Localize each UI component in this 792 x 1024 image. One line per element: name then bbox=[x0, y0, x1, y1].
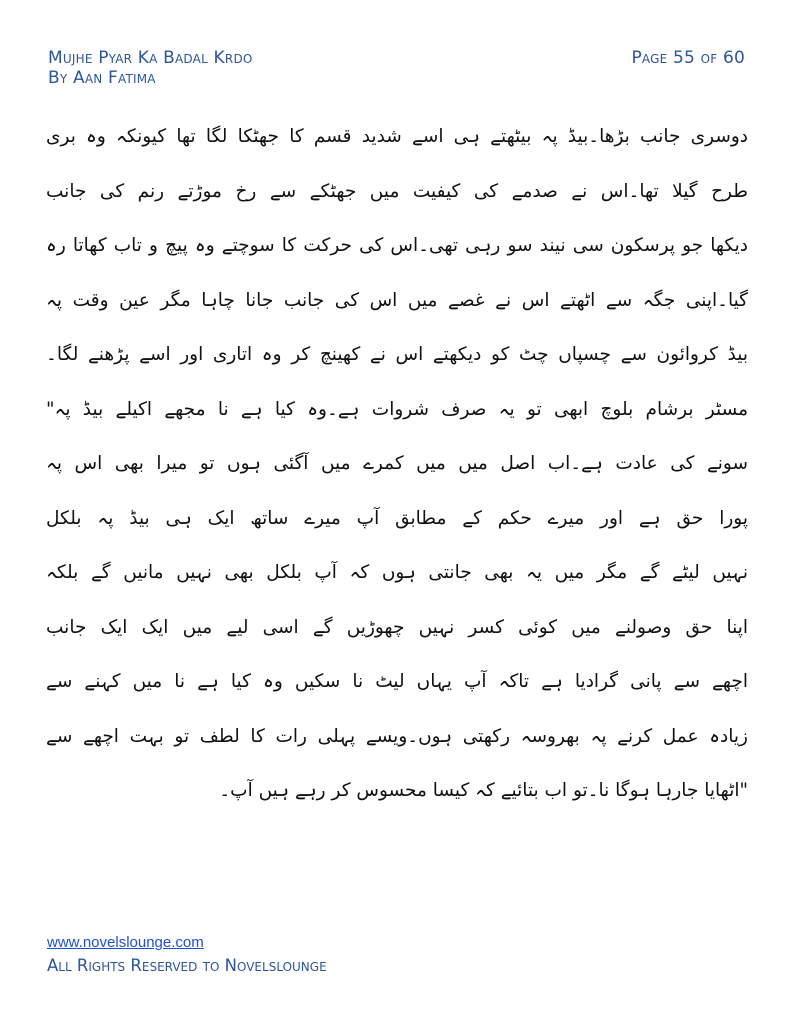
text-line: گیا۔اپنی جگہ سے اٹھتے اس نے غصے میں اس کی جانب جانا چاہا مگر عین وقت پہ bbox=[46, 289, 748, 311]
text-line: پورا حق ہے اور میرے حکم کے مطابق آپ میرے ساتھ ایک ہی بیڈ پہ بلکل bbox=[46, 507, 748, 529]
text-line: نہیں لیٹے گے مگر میں یہ بھی جانتی ہوں کہ آپ بلکل بھی نہیں مانیں گے بلکہ bbox=[46, 562, 748, 583]
text-line: "اٹھایا جارہا ہوگا نا۔تو اب بتائیے کہ کیسا محسوس کر رہے ہیں آپ۔ bbox=[219, 780, 748, 801]
header-author: By Aan Fatima bbox=[48, 68, 156, 88]
urdu-body-text bbox=[46, 110, 748, 819]
website-link[interactable]: www.novelslounge.com bbox=[47, 934, 204, 951]
text-line: دیکھا جو پرسکون سی نیند سو رہی تھی۔اس کی حرکت کا سوچتے وہ پیچ و تاب کھاتا رہ bbox=[46, 235, 748, 256]
text-line: بیڈ کروائون سے چسپاں چٹ کو دیکھتے اس نے کھینچ کر وہ اتاری اور اسے پڑھنے لگا۔ bbox=[46, 344, 748, 365]
text-line: زیادہ عمل کرنے پہ بھروسہ رکھتی ہوں۔ویسے پہلی رات کا لطف تو بہت اچھے سے bbox=[46, 725, 748, 747]
header-novel-title: Mujhe Pyar Ka Badal Krdo bbox=[48, 48, 253, 68]
text-line: دوسری جانب بڑھا۔بیڈ پہ بیٹھتے ہی اسے شدید قسم کا جھٹکا لگا تھا کیونکہ وہ بری bbox=[46, 126, 748, 147]
text-line: سونے کی عادت ہے۔اب اصل میں میں کمرے میں آگئی ہوں تو میرا بھی اس پہ bbox=[46, 453, 748, 474]
text-line: اچھے سے پانی گرادیا ہے تاکہ آپ یہاں لیٹ نا سکیں وہ کیا ہے نا میں کہنے سے bbox=[46, 671, 748, 692]
text-line: طرح گیلا تھا۔اس نے صدمے کی کیفیت میں جھٹکے سے رخ موڑتے رنم کی جانب bbox=[46, 180, 748, 202]
text-line: اپنا حق وصولنے میں کوئی کسر نہیں چھوڑیں گے اسی لیے میں ایک ایک جانب bbox=[46, 616, 748, 638]
text-line: مسٹر برشام بلوچ ابھی تو یہ صرف شروات ہے۔وہ کیا ہے نا مجھے اکیلے بیڈ پہ" bbox=[46, 398, 748, 420]
copyright-notice: All Rights Reserved to Novelslounge bbox=[47, 956, 327, 975]
header-page-number: Page 55 of 60 bbox=[631, 48, 745, 68]
